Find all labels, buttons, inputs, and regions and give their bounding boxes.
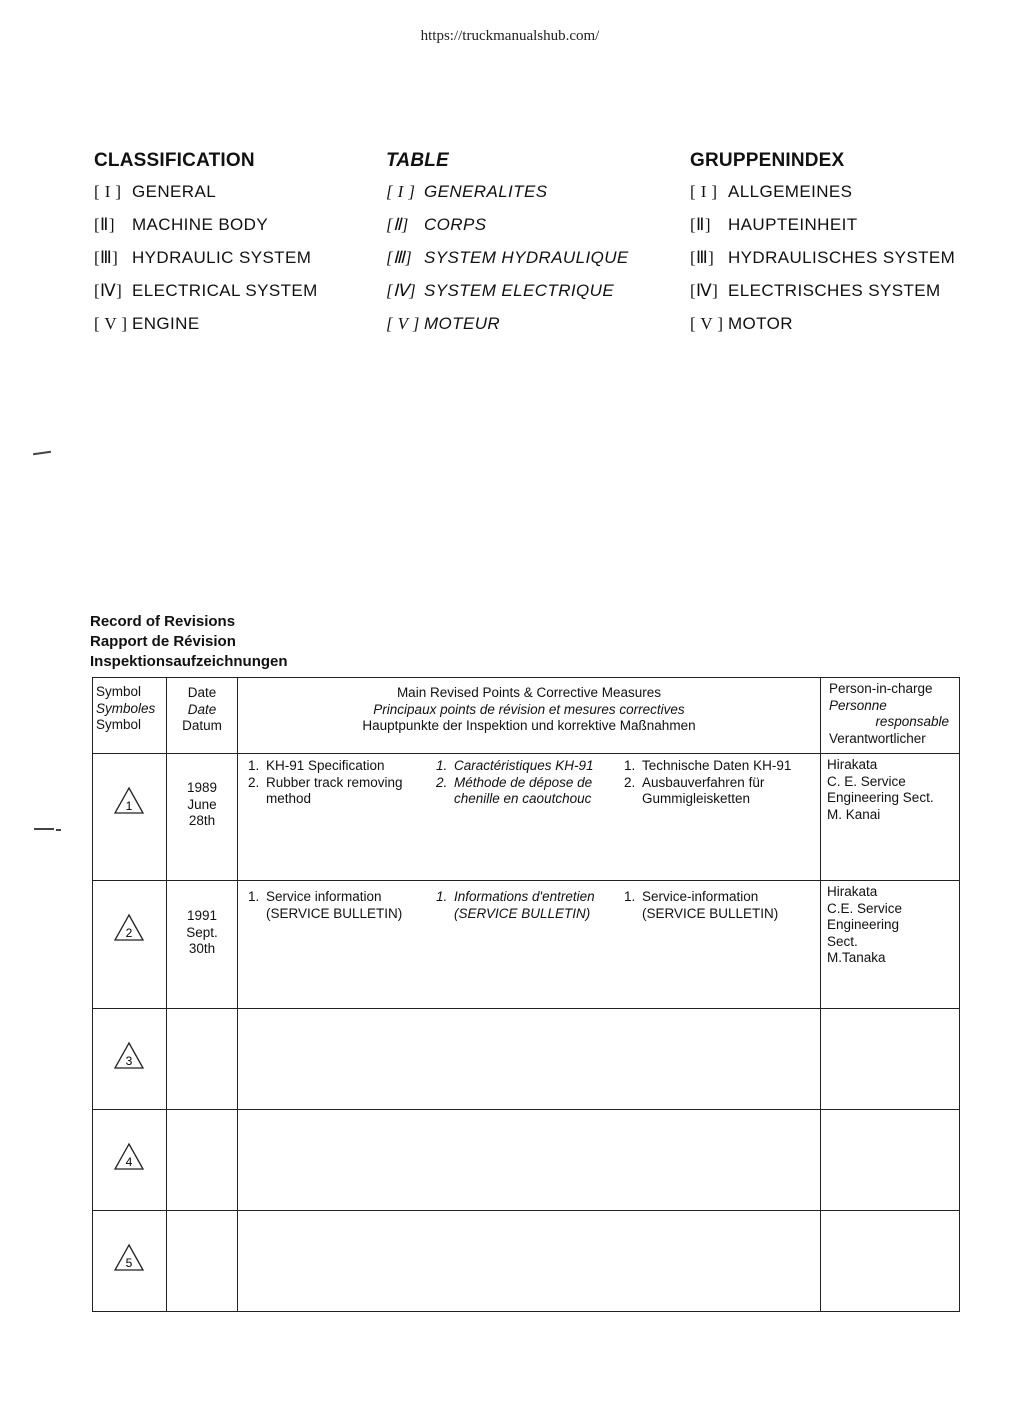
header-main-points: Main Revised Points & Corrective Measures Principaux points de révision et mesures correctives Hauptpunkte der Inspektion und korrektive Maßnahmen <box>238 678 821 754</box>
revisions-table <box>92 677 960 1312</box>
scan-mark <box>33 451 51 455</box>
revision-points <box>238 1211 821 1312</box>
classification-heading-en: CLASSIFICATION <box>94 150 255 171</box>
revision-points <box>238 754 821 881</box>
svg-text:5: 5 <box>125 1256 133 1270</box>
revision-person <box>821 1009 960 1110</box>
revision-triangle-icon <box>113 913 145 943</box>
revision-triangle-icon <box>113 1243 145 1273</box>
revision-date <box>167 1009 238 1110</box>
classification-heading-de: GRUPPENINDEX <box>690 150 845 171</box>
revision-date <box>167 1211 238 1312</box>
revision-person: Hirakata C.E. Service Engineering Sect. M.Tanaka <box>821 881 960 1009</box>
classification-item: [Ⅱ] CORPS <box>386 215 487 234</box>
scan-mark <box>56 829 61 831</box>
revision-triangle-icon <box>113 1142 145 1172</box>
points-fr: 1. Informations d'entretien (SERVICE BULLETIN) <box>436 889 595 921</box>
table-row <box>93 754 960 881</box>
classification-item: [Ⅱ] HAUPTEINHEIT <box>690 215 858 234</box>
classification-item: [Ⅲ] HYDRAULIC SYSTEM <box>94 248 312 267</box>
header-symbol: Symbol Symboles Symbol <box>93 678 167 754</box>
revision-person: Hirakata C. E. Service Engineering Sect. M. Kanai <box>821 754 960 881</box>
revision-date: 1991 Sept. 30th <box>167 881 238 1009</box>
table-header-row <box>93 678 960 754</box>
revision-points <box>238 881 821 1009</box>
table-row <box>93 1009 960 1110</box>
revision-symbol <box>93 1009 167 1110</box>
classification-de <box>690 150 955 347</box>
points-en: 1. Service information (SERVICE BULLETIN) <box>248 889 403 921</box>
scan-mark <box>34 828 54 830</box>
revision-person <box>821 1211 960 1312</box>
points-en: 1. KH-91 Specification 2. Rubber track removing method <box>248 758 403 806</box>
svg-text:2: 2 <box>125 926 133 940</box>
revision-date <box>167 1110 238 1211</box>
svg-text:1: 1 <box>125 799 133 813</box>
classification-item: [ I ] GENERAL <box>94 182 217 201</box>
classification-item: [Ⅳ] ELECTRICAL SYSTEM <box>94 281 318 300</box>
classification-item: [Ⅳ] SYSTEM ELECTRIQUE <box>386 281 615 300</box>
classification-item: [ I ] GENERALITES <box>386 182 548 201</box>
points-fr: 1. Caractéristiques KH-91 2. Méthode de dépose de chenille en caoutchouc <box>436 758 594 806</box>
revision-triangle-icon <box>113 1041 145 1071</box>
revision-symbol <box>93 754 167 881</box>
svg-text:3: 3 <box>125 1054 133 1068</box>
revision-points <box>238 1110 821 1211</box>
classification-item: [Ⅳ] ELECTRISCHES SYSTEM <box>690 281 941 300</box>
revision-date: 1989 June 28th <box>167 754 238 881</box>
header-person: Person-in-charge Personne responsable Verantwortlicher <box>821 678 960 754</box>
record-of-revisions-title: Record of Revisions Rapport de Révision Inspektionsaufzeichnungen <box>90 613 288 670</box>
header-date: Date Date Datum <box>167 678 238 754</box>
classification-item: [Ⅲ] SYSTEM HYDRAULIQUE <box>386 248 629 267</box>
revision-symbol <box>93 881 167 1009</box>
classification-en <box>94 150 318 347</box>
svg-text:4: 4 <box>125 1155 133 1169</box>
classification-heading-fr: TABLE <box>386 150 449 171</box>
revision-symbol <box>93 1211 167 1312</box>
revision-triangle-icon <box>113 786 145 816</box>
revision-symbol <box>93 1110 167 1211</box>
revision-person <box>821 1110 960 1211</box>
points-de: 1. Technische Daten KH-91 2. Ausbauverfahren für Gummigleisketten <box>624 758 792 806</box>
table-row <box>93 1110 960 1211</box>
classification-item: [ V ] MOTOR <box>690 314 793 333</box>
points-de: 1. Service-information (SERVICE BULLETIN) <box>624 889 779 921</box>
classification-item: [Ⅱ] MACHINE BODY <box>94 215 269 234</box>
revision-points <box>238 1009 821 1110</box>
source-url[interactable]: https://truckmanualshub.com/ <box>420 28 600 44</box>
table-row <box>93 1211 960 1312</box>
classification-item: [ I ] ALLGEMEINES <box>690 182 853 201</box>
classification-item: [Ⅲ] HYDRAULISCHES SYSTEM <box>690 248 956 267</box>
classification-fr <box>386 150 629 347</box>
classification-item: [ V ] MOTEUR <box>386 314 501 333</box>
classification-item: [ V ] ENGINE <box>94 314 200 333</box>
table-row <box>93 881 960 1009</box>
